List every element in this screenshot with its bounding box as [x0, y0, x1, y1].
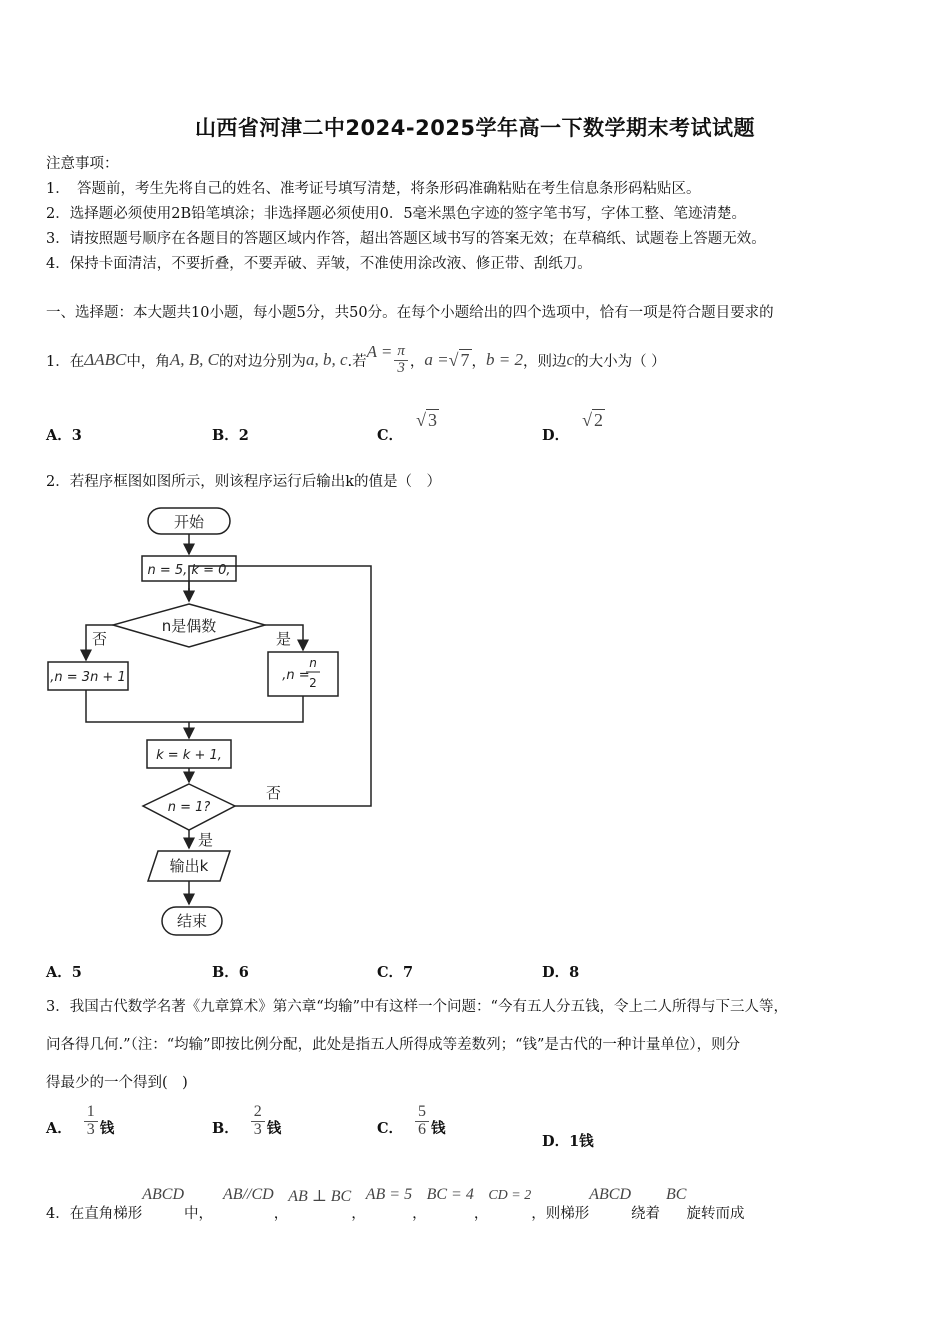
q3-option-b-frac [251, 1104, 265, 1139]
flow-odd-label: ,n = 3n + 1 [50, 670, 126, 685]
q4-perp: AB ⊥ BC [288, 1188, 352, 1205]
q3-c-num: 5 [418, 1103, 427, 1120]
q1-text-5: ，则边 [523, 353, 567, 370]
q2-option-a[interactable]: A．5 [46, 964, 82, 981]
q1-pi: π [394, 344, 408, 361]
q3-c-den: 6 [415, 1121, 429, 1139]
q3-a-den: 3 [84, 1121, 98, 1139]
question-1 [46, 338, 666, 382]
flow-end-label: 结束 [176, 912, 208, 930]
q3-b-den: 3 [251, 1121, 265, 1139]
q1-pi-over-3 [394, 344, 408, 377]
flow-even-num: n [309, 656, 317, 670]
section-heading: 一、选择题：本大题共10小题，每小题5分，共50分。在每个小题给出的四个选项中，恰有一项是符合题目要求的 [46, 305, 774, 321]
q4-ab: AB = 5 [365, 1186, 413, 1203]
q3-option-b-label: B． [212, 1119, 239, 1137]
question-2: 2．若程序框图如图所示，则该程序运行后输出k的值是（ ） [46, 474, 442, 490]
q1-seven: 7 [460, 349, 470, 370]
q3-option-c-unit: 钱 [431, 1119, 446, 1137]
q1-option-c[interactable] [377, 410, 439, 444]
flow-yes-1: 是 [276, 630, 292, 648]
q3-option-b-unit: 钱 [266, 1119, 282, 1137]
q4-text-5: 旋转而成 [686, 1206, 745, 1222]
q1-side-c: c [566, 350, 575, 369]
q1-text-6: 的大小为（ ） [574, 353, 666, 370]
flow-even-label: ,n = [282, 668, 310, 683]
q3-option-a-frac [84, 1104, 98, 1139]
flow-cond-even-label: n是偶数 [161, 617, 217, 635]
q4-sep-3: ， [412, 1206, 427, 1222]
q1-option-b[interactable]: B．2 [212, 427, 249, 444]
q1-triangle: ΔABC [84, 350, 127, 369]
flow-output-label: 输出k [169, 857, 209, 875]
q1-option-c-radicand: 3 [428, 410, 437, 430]
q4-text-3: ，则梯形 [531, 1206, 590, 1222]
q3-option-d[interactable]: D．1钱 [542, 1133, 594, 1150]
notes-heading: 注意事项： [46, 156, 119, 172]
note-item-1: 1． 答题前，考生先将自己的姓名、准考证号填写清楚，将条形码准确粘贴在考生信息条形码粘贴区。 [46, 181, 701, 197]
q4-parallel: AB//CD [223, 1186, 274, 1203]
q3-line-2: 问各得几何.”（注：“均输”即按比例分配，此处是指五人所得成等差数列；“钱”是古代的一种计量单位），则分 [46, 1037, 741, 1053]
flow-init-label: n = 5, k = 0, [147, 563, 231, 578]
q2-option-c[interactable]: C．7 [377, 964, 414, 981]
flowchart [40, 500, 390, 945]
q3-option-a[interactable] [46, 1104, 114, 1139]
q1-option-d-sqrt: √ 2 [582, 410, 604, 430]
q3-line-1: 3．我国古代数学名著《九章算术》第六章“均输”中有这样一个问题：“今有五人分五钱，令上二人所得与下三人等， [46, 999, 788, 1015]
flow-incr-label: k = k + 1, [156, 748, 222, 763]
q1-side-a: a = [424, 350, 449, 369]
q1-angles: A, B, C [169, 350, 219, 369]
q4-text-1: 4．在直角梯形 [46, 1206, 143, 1222]
q1-text-2: 中，角 [126, 353, 170, 370]
q3-option-c[interactable] [377, 1104, 446, 1139]
q1-text-4: .若 [347, 353, 367, 370]
q1-option-d-label: D． [542, 427, 570, 444]
q2-option-b[interactable]: B．6 [212, 964, 249, 981]
q1-comma-2: ， [471, 353, 487, 370]
flow-no-1: 否 [92, 630, 108, 648]
q4-sep-4: ， [473, 1206, 489, 1222]
q1-text-1: 1．在 [46, 353, 85, 370]
q4-abcd: ABCD [142, 1186, 185, 1203]
q1-angle-a: A = [366, 342, 393, 361]
note-item-2: 2．选择题必须使用2B铅笔填涂；非选择题必须使用0．5毫米黑色字迹的签字笔书写，字体工整、笔迹清楚。 [46, 206, 747, 222]
question-4 [46, 1186, 744, 1226]
flow-cond-one-label: n = 1? [167, 800, 211, 815]
q3-option-a-unit: 钱 [99, 1119, 115, 1137]
q3-line-3: 得最少的一个得到( ) [46, 1075, 188, 1091]
q4-text-4: 绕着 [631, 1206, 661, 1222]
q3-option-b[interactable] [212, 1104, 281, 1139]
q4-sep-1: ， [273, 1206, 289, 1222]
note-item-4: 4．保持卡面清洁，不要折叠，不要弄破、弄皱，不准使用涂改液、修正带、刮纸刀。 [46, 256, 592, 272]
q1-three: 3 [397, 359, 405, 376]
q1-comma-1: ， [409, 353, 425, 370]
q1-option-d-radicand: 2 [594, 410, 604, 430]
q3-option-a-label: A． [46, 1119, 72, 1137]
q1-option-a[interactable]: A．3 [46, 427, 82, 444]
q1-option-d[interactable] [542, 410, 605, 444]
q1-side-b: b = 2 [486, 350, 524, 369]
q3-a-num: 1 [86, 1103, 95, 1120]
q4-cd: CD = 2 [488, 1188, 532, 1203]
q2-option-d[interactable]: D．8 [542, 964, 580, 981]
q3-option-c-label: C． [377, 1119, 404, 1137]
page-title: 山西省河津二中2024-2025学年高一下数学期末考试试题 [194, 116, 756, 140]
flow-even-den: 2 [309, 676, 317, 690]
q4-bc: BC [666, 1186, 687, 1203]
q3-option-c-frac [415, 1104, 429, 1139]
q1-sqrt-7: √ 7 [448, 349, 470, 370]
q1-option-c-sqrt: √ 3 [416, 410, 437, 430]
flow-no-2: 否 [266, 784, 282, 802]
q3-b-num: 2 [253, 1103, 262, 1120]
flow-yes-2: 是 [198, 831, 214, 849]
note-item-3: 3．请按照题号顺序在各题目的答题区域内作答，超出答题区域书写的答案无效；在草稿纸、试题卷上答题无效。 [46, 231, 766, 247]
q4-text-2: 中， [184, 1206, 214, 1222]
q4-abcd-2: ABCD [589, 1186, 632, 1203]
q4-bc-len: BC = 4 [426, 1186, 474, 1203]
flow-start-label: 开始 [173, 513, 205, 531]
q1-option-c-label: C． [377, 427, 404, 444]
q4-sep-2: ， [351, 1206, 366, 1222]
q1-sides: a, b, c [305, 350, 348, 369]
q1-text-3: 的对边分别为 [218, 353, 306, 370]
